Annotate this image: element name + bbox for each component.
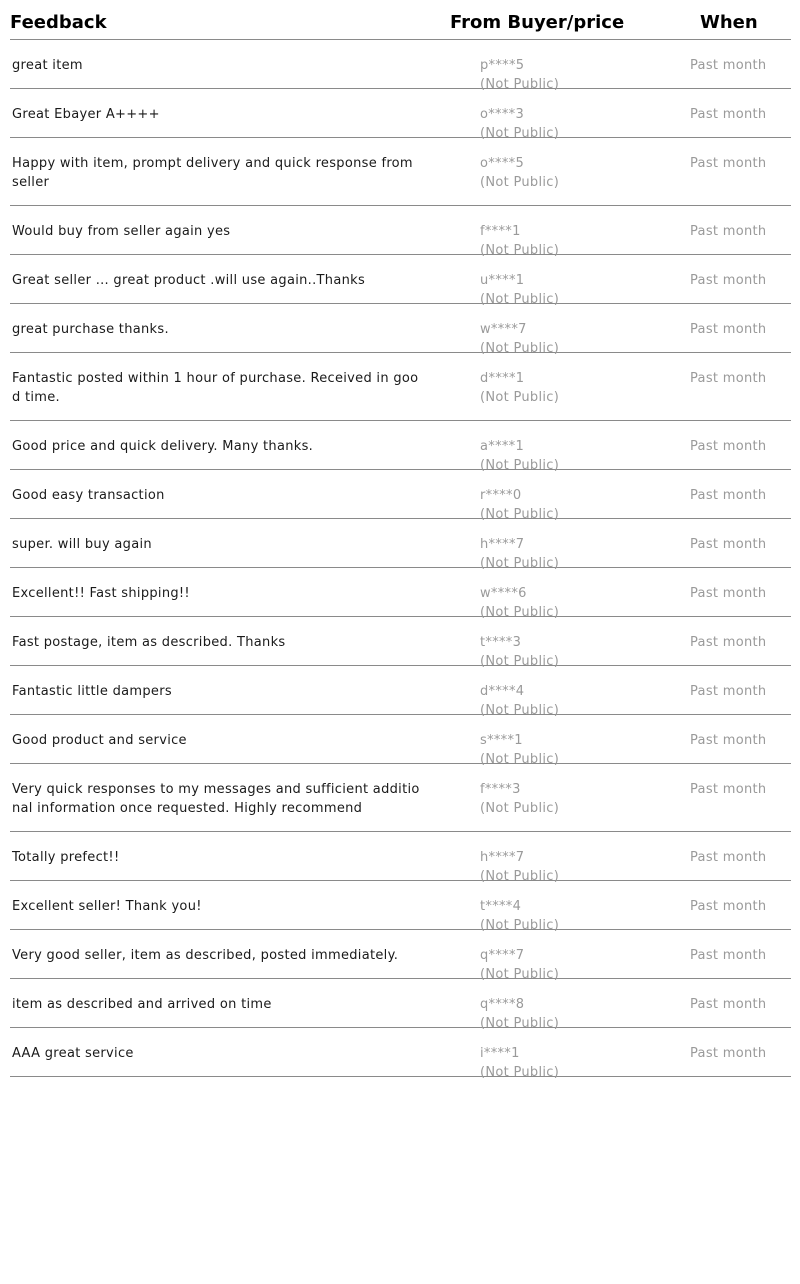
table-row	[10, 304, 791, 356]
feedback-comment: Good easy transaction	[12, 488, 165, 503]
feedback-date: Past month	[690, 948, 767, 963]
price-privacy-note: (Not Public)	[480, 1016, 560, 1031]
price-privacy-note: (Not Public)	[480, 1065, 560, 1080]
price-privacy-note: (Not Public)	[480, 869, 560, 884]
buyer-cell	[480, 1044, 559, 1082]
table-row	[10, 979, 791, 1031]
buyer-id: f****3	[480, 782, 521, 797]
buyer-id: t****4	[480, 899, 522, 914]
feedback-date: Past month	[690, 635, 767, 650]
price-privacy-note: (Not Public)	[480, 175, 560, 190]
feedback-date: Past month	[690, 997, 767, 1012]
buyer-id: h****7	[480, 850, 525, 865]
feedback-date: Past month	[690, 537, 767, 552]
buyer-id: f****1	[480, 224, 521, 239]
price-privacy-note: (Not Public)	[480, 243, 560, 258]
table-row	[10, 470, 791, 522]
buyer-cell	[480, 780, 559, 818]
buyer-id: a****1	[480, 439, 525, 454]
feedback-date: Past month	[690, 684, 767, 699]
feedback-comment: Fantastic little dampers	[12, 684, 172, 699]
price-privacy-note: (Not Public)	[480, 458, 560, 473]
buyer-id: w****6	[480, 586, 527, 601]
buyer-id: u****1	[480, 273, 525, 288]
table-row	[10, 617, 791, 669]
feedback-date: Past month	[690, 488, 767, 503]
price-privacy-note: (Not Public)	[480, 77, 560, 92]
table-row	[10, 519, 791, 571]
price-privacy-note: (Not Public)	[480, 654, 560, 669]
buyer-cell	[480, 154, 559, 192]
feedback-date: Past month	[690, 273, 767, 288]
feedback-date: Past month	[690, 899, 767, 914]
price-privacy-note: (Not Public)	[480, 801, 560, 816]
table-row	[10, 40, 791, 92]
table-row	[10, 568, 791, 620]
feedback-comment: Very good seller, item as described, posted immediately.	[12, 948, 399, 963]
feedback-comment: AAA great service	[12, 1046, 134, 1061]
table-row	[10, 421, 791, 473]
column-header-feedback: Feedback	[10, 12, 107, 33]
feedback-date: Past month	[690, 1046, 767, 1061]
price-privacy-note: (Not Public)	[480, 292, 560, 307]
buyer-id: q****7	[480, 948, 525, 963]
feedback-comment: Would buy from seller again yes	[12, 224, 231, 239]
table-row	[10, 89, 791, 141]
feedback-date: Past month	[690, 322, 767, 337]
buyer-id: r****0	[480, 488, 522, 503]
buyer-id: o****5	[480, 156, 525, 171]
feedback-comment: item as described and arrived on time	[12, 997, 272, 1012]
feedback-comment: Excellent!! Fast shipping!!	[12, 586, 190, 601]
feedback-date: Past month	[690, 156, 767, 171]
price-privacy-note: (Not Public)	[480, 967, 560, 982]
feedback-comment: Good product and service	[12, 733, 187, 748]
table-row	[10, 1028, 791, 1080]
buyer-id: d****1	[480, 371, 525, 386]
buyer-id: q****8	[480, 997, 525, 1012]
table-header	[10, 0, 791, 40]
table-row	[10, 930, 791, 982]
buyer-id: h****7	[480, 537, 525, 552]
feedback-comment: Fantastic posted within 1 hour of purchase. Received in good time.	[12, 371, 419, 405]
feedback-comment: great purchase thanks.	[12, 322, 169, 337]
column-header-buyer: From Buyer/price	[450, 12, 625, 33]
feedback-comment: Totally prefect!!	[12, 850, 120, 865]
price-privacy-note: (Not Public)	[480, 918, 560, 933]
feedback-comment: Fast postage, item as described. Thanks	[12, 635, 286, 650]
price-privacy-note: (Not Public)	[480, 126, 560, 141]
feedback-date: Past month	[690, 224, 767, 239]
feedback-date: Past month	[690, 371, 767, 386]
price-privacy-note: (Not Public)	[480, 341, 560, 356]
table-row	[10, 255, 791, 307]
buyer-id: o****3	[480, 107, 525, 122]
feedback-table	[10, 0, 791, 1080]
price-privacy-note: (Not Public)	[480, 703, 560, 718]
feedback-comment: Very quick responses to my messages and sufficient additional information once requested. Highly recommend	[12, 782, 420, 816]
feedback-date: Past month	[690, 733, 767, 748]
table-row	[10, 764, 791, 832]
table-row	[10, 832, 791, 884]
feedback-comment: Good price and quick delivery. Many thanks.	[12, 439, 314, 454]
feedback-date: Past month	[690, 586, 767, 601]
feedback-comment: great item	[12, 58, 83, 73]
table-row	[10, 206, 791, 258]
buyer-id: w****7	[480, 322, 527, 337]
feedback-comment: Great Ebayer A++++	[12, 107, 160, 122]
price-privacy-note: (Not Public)	[480, 507, 560, 522]
buyer-id: i****1	[480, 1046, 520, 1061]
column-header-when: When	[700, 12, 758, 33]
table-row	[10, 138, 791, 206]
feedback-comment: Great seller ... great product .will use again..Thanks	[12, 273, 366, 288]
buyer-cell	[480, 369, 559, 407]
table-row	[10, 353, 791, 421]
feedback-date: Past month	[690, 107, 767, 122]
price-privacy-note: (Not Public)	[480, 605, 560, 620]
price-privacy-note: (Not Public)	[480, 752, 560, 767]
buyer-id: p****5	[480, 58, 525, 73]
feedback-date: Past month	[690, 782, 767, 797]
feedback-date: Past month	[690, 850, 767, 865]
table-row	[10, 666, 791, 718]
feedback-comment: Excellent seller! Thank you!	[12, 899, 202, 914]
feedback-comment: super. will buy again	[12, 537, 152, 552]
buyer-id: s****1	[480, 733, 523, 748]
table-body	[10, 40, 791, 1080]
feedback-comment: Happy with item, prompt delivery and quick response from seller	[12, 156, 413, 190]
buyer-id: d****4	[480, 684, 525, 699]
buyer-id: t****3	[480, 635, 522, 650]
price-privacy-note: (Not Public)	[480, 556, 560, 571]
table-row	[10, 881, 791, 933]
feedback-date: Past month	[690, 439, 767, 454]
table-row	[10, 715, 791, 767]
feedback-date: Past month	[690, 58, 767, 73]
price-privacy-note: (Not Public)	[480, 390, 560, 405]
